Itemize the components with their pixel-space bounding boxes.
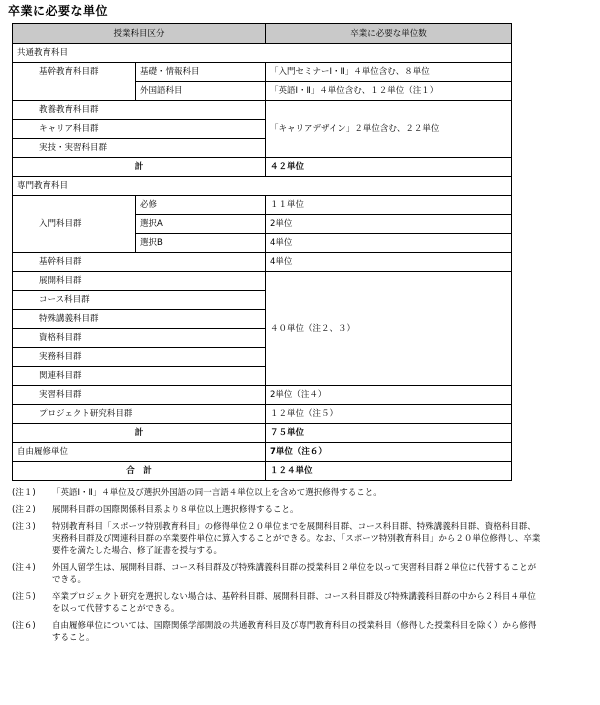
note-item — [12, 620, 592, 644]
basic-info: 基礎・情報科目 — [136, 63, 266, 82]
note-label: (注５) — [12, 592, 36, 602]
note-text: 卒業プロジェクト研究を選択しない場合は、基幹科目群、展開科目群、コース科目群及び特殊講義科目群の中から２科目４単位 を以って代替することができる。 — [52, 592, 536, 614]
note-item — [12, 504, 592, 516]
note-text: 展開科目群の国際関係科目系より８単位以上選択修得すること。 — [52, 505, 299, 515]
project-units: １２単位（注５） — [266, 405, 512, 424]
elective-a-units: 2単位 — [266, 215, 512, 234]
qualification-group: 資格科目群 — [13, 329, 266, 348]
graduation-requirements-table — [12, 23, 512, 481]
intro-group: 入門科目群 — [13, 196, 136, 253]
elective-b-units: 4単位 — [266, 234, 512, 253]
notes — [12, 487, 592, 649]
note-text: 特別教育科目「スポーツ特別教育科目」の修得単位２０単位までを展開科目群、コース科目群、特殊講義科目群、資格科目群、 実務科目群及び関連科目群の卒業要件単位に算入することができる。なお、「スポーツ特別教育科目」から２０単位修得し、卒業 要件を満たした場合、修了証書を授与する。 — [52, 522, 541, 556]
career-group: キャリア科目群 — [13, 120, 266, 139]
grand-total-units: １２４単位 — [266, 462, 512, 481]
course-group: コース科目群 — [13, 291, 266, 310]
foreign-lang-units: 「英語Ⅰ・Ⅱ」４単位含む、１２単位（注１） — [266, 82, 512, 101]
table-row — [13, 272, 512, 291]
note-item — [12, 487, 592, 499]
section-common: 共通教育科目 — [13, 44, 512, 63]
development-group: 展開科目群 — [13, 272, 266, 291]
note-label: (注４) — [12, 563, 36, 573]
header-category: 授業科目区分 — [13, 24, 266, 44]
table-row — [13, 405, 512, 424]
table-row — [13, 177, 512, 196]
special-lecture-group: 特殊講義科目群 — [13, 310, 266, 329]
table-row — [13, 63, 512, 82]
note-item — [12, 591, 592, 615]
core-group: 基幹科目群 — [13, 253, 266, 272]
note-text: 自由履修単位については、国際関係学部開設の共通教育科目及び専門教育科目の授業科目（修得した授業科目を除く）から修得 すること。 — [52, 621, 537, 643]
common-total-units: ４２単位 — [266, 158, 512, 177]
section-specialized: 専門教育科目 — [13, 177, 512, 196]
note-label: (注１) — [12, 488, 36, 498]
table-row — [13, 196, 512, 215]
common-grouped-units: 「キャリアデザイン」２単位含む、２２単位 — [266, 101, 512, 158]
elective-b: 選択B — [136, 234, 266, 253]
internship-group: 実習科目群 — [13, 386, 266, 405]
page-title: 卒業に必要な単位 — [8, 4, 109, 18]
liberal-group: 教養教育科目群 — [13, 101, 266, 120]
table-row — [13, 386, 512, 405]
header-units: 卒業に必要な単位数 — [266, 24, 512, 44]
basic-group: 基幹教育科目群 — [13, 63, 136, 101]
table-row — [13, 101, 512, 120]
note-label: (注２) — [12, 505, 36, 515]
note-text: 外国人留学生は、展開科目群、コース科目群及び特殊講義科目群の授業科目２単位を以って実習科目群２単位に代替することが できる。 — [52, 563, 537, 585]
note-text: 「英語Ⅰ・Ⅱ」４単位及び選択外国語の同一言語４単位以上を含めて選択修得すること。 — [52, 488, 382, 498]
specialized-grouped-units: ４０単位（注２、３） — [266, 272, 512, 386]
table-header-row — [13, 24, 512, 44]
note-label: (注３) — [12, 522, 36, 532]
table-row — [13, 424, 512, 443]
practical-group: 実技・実習科目群 — [13, 139, 266, 158]
table-row — [13, 443, 512, 462]
foreign-lang: 外国語科目 — [136, 82, 266, 101]
note-item — [12, 562, 592, 586]
elective-a: 選択A — [136, 215, 266, 234]
internship-units: 2単位（注４） — [266, 386, 512, 405]
table-row — [13, 158, 512, 177]
specialized-total-label: 計 — [13, 424, 266, 443]
note-label: (注６) — [12, 621, 36, 631]
table-row — [13, 253, 512, 272]
project-group: プロジェクト研究科目群 — [13, 405, 266, 424]
basic-info-units: 「入門セミナーⅠ・Ⅱ」４単位含む、８単位 — [266, 63, 512, 82]
practice-group: 実務科目群 — [13, 348, 266, 367]
table-row — [13, 44, 512, 63]
grand-total-label: 合 計 — [13, 462, 266, 481]
free-units: 7単位（注６） — [266, 443, 512, 462]
free-label: 自由履修単位 — [13, 443, 266, 462]
required-units: １１単位 — [266, 196, 512, 215]
table-row — [13, 462, 512, 481]
specialized-total-units: ７５単位 — [266, 424, 512, 443]
core-units: 4単位 — [266, 253, 512, 272]
note-item — [12, 521, 592, 557]
required: 必修 — [136, 196, 266, 215]
related-group: 関連科目群 — [13, 367, 266, 386]
common-total-label: 計 — [13, 158, 266, 177]
